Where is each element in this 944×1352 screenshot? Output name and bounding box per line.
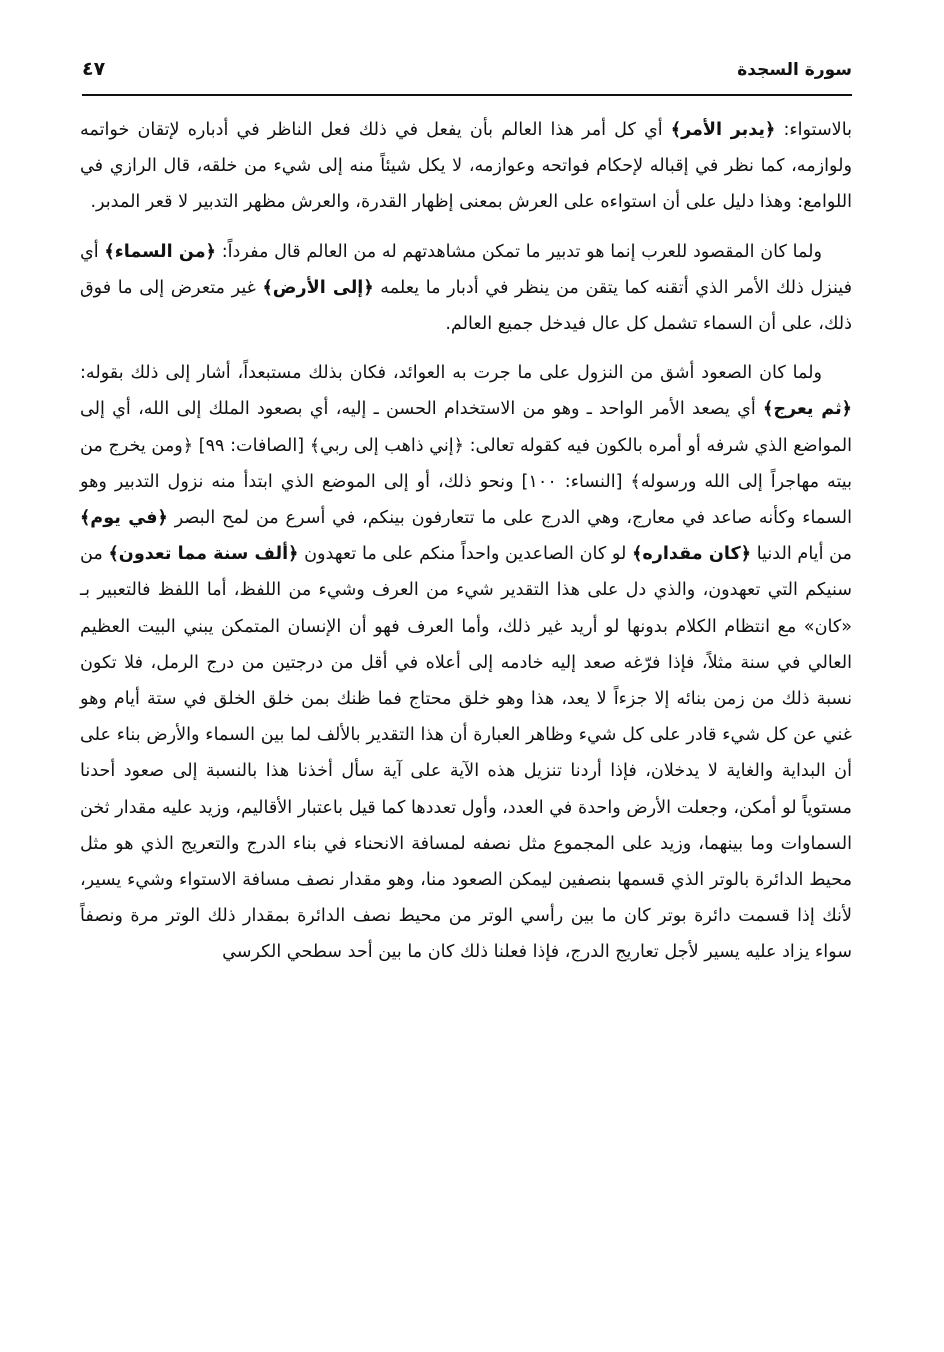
quran-quote: ﴿ثم يعرج﴾ [763, 399, 852, 420]
quran-quote: ﴿كان مقداره﴾ [632, 544, 752, 565]
text-run: بالاستواء: [775, 120, 852, 140]
text-run: غير متعرض إلى ما فوق ذلك، على أن السماء تشمل كل عال فيدخل جميع العالم. [80, 277, 852, 335]
text-run: أي يصعد الأمر الواحد ـ وهو من الاستخدام الحسن ـ إليه، أي بصعود الملك إلى الله، أي إلى المواضع الذي شرفه أو أمره بالكون فيه كقوله تعالى: ﴿إني ذاهب إلى ربي﴾ [الصافات: ٩٩] ﴿ومن يخرج من بيته مهاجراً إلى الله ورسوله﴾ [النساء: ١٠٠] ونحو ذلك، أو إلى الموضع الذي ابتدأ منه نزول التدبير وهو السماء وكأنه صاعد في معارج، وهي الدرج على ما تتعارفون بينكم، في أسرع من لمح البصر [80, 399, 853, 529]
page-number: ٤٧ [82, 58, 106, 80]
text-run: من أيام الدنيا [751, 544, 852, 565]
quran-quote: ﴿يدبر الأمر﴾ [670, 120, 776, 140]
text-run: أي فينزل ذلك الأمر الذي أتقنه كما يتقن من ينظر في أدبار ما يعلمه [80, 241, 853, 298]
text-run: ولما كان المقصود للعرب إنما هو تدبير ما تمكن مشاهدتهم له من العالم قال مفرداً: [215, 241, 822, 262]
paragraph [80, 234, 852, 343]
quran-quote: ﴿من السماء﴾ [104, 241, 216, 262]
text-run: لو كان الصاعدين واحداً منكم على ما تعهدون [298, 544, 633, 565]
text-run: من سنيكم التي تعهدون، والذي دل على هذا التقدير شيء من العرف وشيء من اللفظ، أما اللفظ فالتعبير بـ «كان» مع انتظام الكلام بدونها لو أريد غير ذلك، وأما العرف فهو أن الإنسان المتمكن يبني البيت العظيم العالي في سنة مثلاً، فإذا فرّغه صعد إليه خادمه إلى أعلاه في أقل من درجتين من درج الرمل، فلا تكون نسبة ذلك من زمن بنائه إلا جزءاً لا يعد، هذا وهو خلق محتاج فما ظنك بمن خلق الخلق في ستة أيام وهو غني عن كل شيء قادر على كل شيء وظاهر العبارة أن هذا التقدير بالألف لما بين السماء والأرض بناء على أن البداية والغاية لا يدخلان، فإذا أردنا تنزيل هذه الآية على آية سأل أخذنا هذا بالنسبة إلى صعود أحدنا مستوياً لو أمكن، وجعلت الأرض واحدة في العدد، وأول تعددها كما قيل باعتبار الأقاليم، وزيد عليه مقدار ثخن السماوات وما بينهما، وزيد على المجموع مثل نصفه لمسافة الانحناء في بناء الدرج والتعريج الذي هو مثل محيط الدائرة بالوتر الذي قسمها بنصفين ليمكن الصعود منا، وهو مقدار نصف مسافة الاستواء وشيء يسير، لأنك إذا قسمت دائرة بوتر كان ما بين رأسي الوتر من محيط نصف الدائرة بمقدار ذلك الوتر مرة ونصفاً سواء يزاد عليه يسير لأجل تعاريج الدرج، فإذا فعلنا ذلك كان ما بين أحد سطحي الكرسي [80, 544, 852, 963]
paragraph [80, 112, 852, 221]
quran-quote: ﴿إلى الأرض﴾ [262, 277, 374, 298]
text-run: أي كل أمر هذا العالم بأن يفعل في ذلك فعل الناظر في أدباره لإتقان خواتمه ولوازمه، كما نظر في إقباله لإحكام فواتحه وعوازمه، لا يكل شيئاً منه إلى شيء من خلقه، قال الرازي في اللوامع: وهذا دليل على أن استواءه على العرش بمعنى إظهار القدرة، والعرش مظهر التدبير لا قعر المدبر. [80, 120, 852, 213]
surah-title: سورة السجدة [737, 60, 852, 80]
text-run: ولما كان الصعود أشق من النزول على ما جرت به العوائد، فكان بذلك مستبعداً، أشار إلى ذلك بقوله: [80, 363, 822, 384]
body-text [80, 112, 852, 971]
running-header [82, 54, 852, 96]
quran-quote: ﴿ألف سنة مما تعدون﴾ [108, 544, 299, 565]
quran-quote: ﴿في يوم﴾ [80, 508, 168, 529]
paragraph [80, 355, 852, 970]
